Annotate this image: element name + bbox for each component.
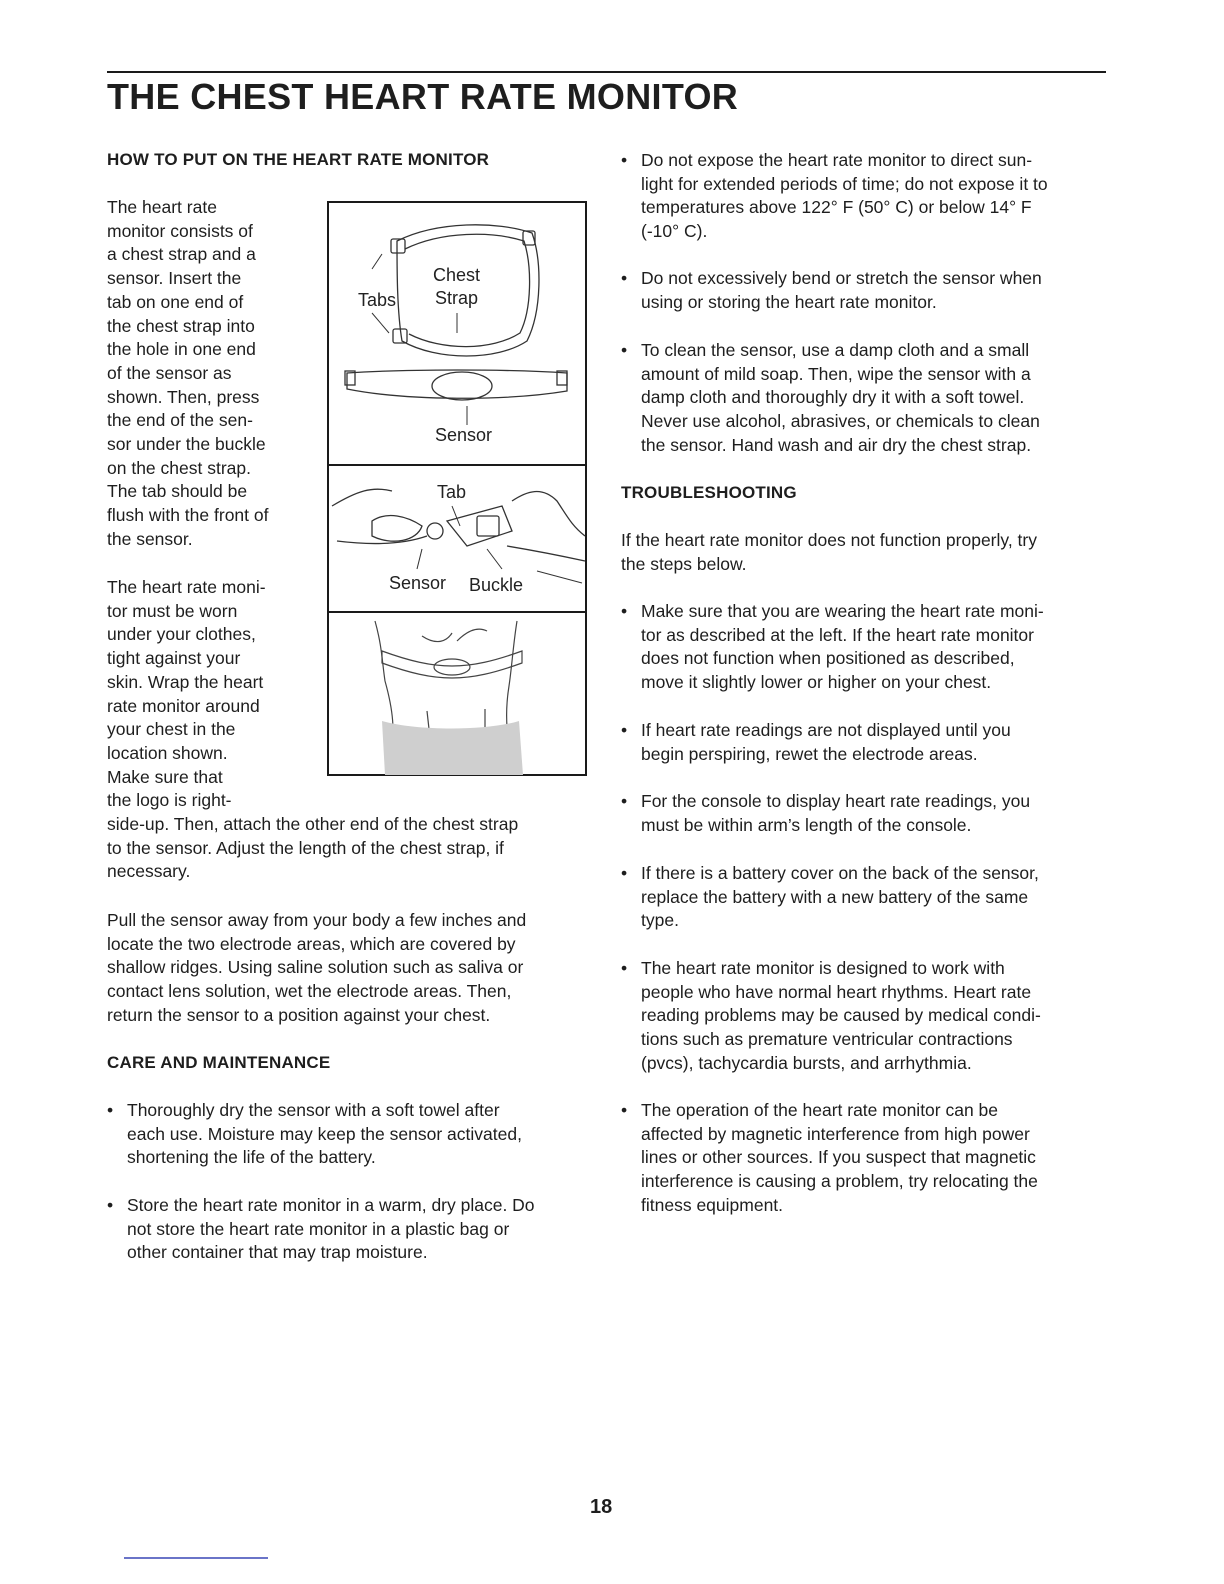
text-line: on the chest strap. [107, 457, 251, 478]
text-line: to the sensor. Adjust the length of the chest strap, if [107, 837, 504, 858]
leader-line [537, 571, 582, 583]
care-bullet-5 [621, 339, 1040, 458]
text-line: shown. Then, press [107, 386, 260, 407]
text-line: The heart rate [107, 197, 217, 217]
text-line: Pull the sensor away from your body a few inches and [107, 910, 527, 930]
text-line: Never use alcohol, abrasives, or chemicals to clean [641, 411, 1040, 432]
figure-svg [327, 201, 587, 776]
text-line: move it slightly lower or higher on your chest. [641, 672, 992, 693]
text-line: return the sensor to a position against your chest. [107, 1004, 491, 1025]
figure-label-tabs: Tabs [358, 290, 397, 310]
text-line: tor as described at the left. If the heart rate monitor [641, 624, 1034, 645]
text-line: fitness equipment. [641, 1194, 784, 1215]
text-line: begin perspiring, rewet the electrode areas. [641, 743, 978, 764]
text-line: The heart rate monitor is designed to work with [641, 958, 1005, 978]
text-line: rate monitor around [107, 695, 260, 716]
text-line: temperatures above 122° F (50° C) or below 14° F [641, 197, 1032, 218]
troubleshooting-bullet-3 [621, 790, 1030, 837]
leader-line [452, 506, 460, 526]
text-line: shortening the life of the battery. [127, 1147, 376, 1168]
text-line: a chest strap and a [107, 244, 256, 265]
text-line: To clean the sensor, use a damp cloth and a small [641, 340, 1030, 360]
text-line: lines or other sources. If you suspect that magnetic [641, 1147, 1036, 1168]
text-line: flush with the front of [107, 505, 269, 526]
text-line: under your clothes, [107, 624, 256, 645]
text-line: contact lens solution, wet the electrode areas. Then, [107, 981, 512, 1002]
care-bullet-3 [621, 149, 1048, 244]
text-line: shallow ridges. Using saline solution such as saliva or [107, 957, 524, 978]
leader-line [372, 313, 389, 333]
text-line: skin. Wrap the heart [107, 671, 264, 692]
put-on-heading: HOW TO PUT ON THE HEART RATE MONITOR [107, 150, 490, 169]
text-line: (-10° C). [641, 221, 708, 242]
troubleshooting-intro [621, 529, 1037, 576]
leader-line [417, 549, 422, 569]
text-line: If the heart rate monitor does not function properly, try [621, 530, 1038, 550]
text-line: tight against your [107, 648, 241, 669]
bullet-icon: • [621, 340, 628, 360]
bullet-icon: • [621, 1100, 628, 1120]
text-line: For the console to display heart rate readings, you [641, 791, 1031, 811]
text-line: Store the heart rate monitor in a warm, dry place. Do [127, 1195, 535, 1215]
bullet-icon: • [621, 791, 628, 811]
text-line: your chest in the [107, 719, 236, 740]
troubleshooting-bullet-1 [621, 600, 1044, 695]
text-line: replace the battery with a new battery of the same [641, 886, 1029, 907]
text-line: light for extended periods of time; do not expose it to [641, 173, 1048, 194]
figure-label-tab: Tab [437, 482, 467, 502]
text-line: If there is a battery cover on the back of the sensor, [641, 863, 1039, 883]
text-line: reading problems may be caused by medical condi- [641, 1005, 1041, 1026]
care-bullet-2 [107, 1194, 535, 1265]
troubleshooting-bullet-5 [621, 957, 1041, 1076]
text-line: tions such as premature ventricular contractions [641, 1029, 1013, 1050]
care-bullet-1 [107, 1099, 522, 1170]
text-line: The tab should be [107, 481, 248, 502]
text-line: the sensor. [107, 528, 193, 549]
text-line: If heart rate readings are not displayed until you [641, 720, 1011, 740]
text-line: must be within arm’s length of the console. [641, 814, 972, 835]
bullet-icon: • [107, 1100, 114, 1120]
text-line: the end of the sen- [107, 410, 253, 431]
troubleshooting-bullet-4 [621, 862, 1039, 933]
page-title: THE CHEST HEART RATE MONITOR [107, 76, 739, 117]
troubleshooting-bullet-2 [621, 719, 1011, 766]
footer-rule [124, 1557, 268, 1559]
text-line: damp cloth and thoroughly dry it with a soft towel. [641, 387, 1025, 408]
put-on-paragraph-3 [107, 909, 526, 1028]
text-line: interference is causing a problem, try relocating the [641, 1171, 1038, 1192]
text-line: location shown. [107, 742, 228, 763]
bullet-icon: • [621, 720, 628, 740]
text-line: locate the two electrode areas, which are covered by [107, 933, 516, 954]
text-line: the chest strap into [107, 315, 255, 336]
text-line: Do not expose the heart rate monitor to direct sun- [641, 150, 1033, 170]
text-line: affected by magnetic interference from high power [641, 1123, 1030, 1144]
text-line: tab on one end of [107, 291, 244, 312]
text-line: necessary. [107, 861, 191, 882]
bullet-icon: • [621, 601, 628, 621]
waistband-shading [382, 721, 523, 775]
text-line: Make sure that you are wearing the heart rate moni- [641, 601, 1044, 621]
bullet-icon: • [621, 268, 628, 288]
care-bullet-4 [621, 267, 1042, 314]
text-line: the logo is right- [107, 790, 232, 811]
leader-line [487, 549, 502, 569]
text-line: Thoroughly dry the sensor with a soft towel after [127, 1100, 500, 1120]
bullet-icon: • [621, 863, 628, 883]
text-line: each use. Moisture may keep the sensor activated, [127, 1123, 522, 1144]
text-line: not store the heart rate monitor in a plastic bag or [127, 1218, 510, 1239]
text-line: sor under the buckle [107, 434, 266, 455]
page-number: 18 [590, 1496, 613, 1518]
text-line: The operation of the heart rate monitor can be [641, 1100, 999, 1120]
text-line: the sensor. Hand wash and air dry the chest strap. [641, 434, 1032, 455]
care-heading: CARE AND MAINTENANCE [107, 1053, 331, 1072]
bullet-icon: • [621, 150, 628, 170]
text-line: monitor consists of [107, 220, 253, 241]
bullet-icon: • [621, 958, 628, 978]
figure-label-sensor-top: Sensor [435, 425, 493, 445]
troubleshooting-heading: TROUBLESHOOTING [621, 483, 797, 502]
text-line: type. [641, 910, 679, 931]
text-line: does not function when positioned as described, [641, 648, 1015, 669]
troubleshooting-bullet-6 [621, 1099, 1038, 1218]
text-line: Do not excessively bend or stretch the sensor when [641, 268, 1042, 288]
figure-label-buckle: Buckle [469, 575, 524, 595]
text-line: Make sure that [107, 766, 223, 787]
text-line: other container that may trap moisture. [127, 1242, 428, 1263]
sensor-drawing [345, 370, 567, 400]
heart-rate-monitor-figure [327, 201, 587, 776]
text-line: tor must be worn [107, 600, 238, 621]
text-line: sensor. Insert the [107, 268, 242, 289]
text-line: using or storing the heart rate monitor. [641, 291, 937, 312]
leader-line [372, 254, 382, 269]
title-rule [107, 71, 1106, 73]
text-line: of the sensor as [107, 362, 232, 383]
bullet-icon: • [107, 1195, 114, 1215]
figure-label-strap: Strap [435, 288, 479, 308]
put-on-paragraph-1 [107, 196, 268, 552]
text-line: side-up. Then, attach the other end of the chest strap [107, 814, 519, 835]
text-line: The heart rate moni- [107, 577, 266, 597]
text-line: (pvcs), tachycardia bursts, and arrhythmia. [641, 1052, 972, 1073]
figure-label-chest: Chest [433, 265, 481, 285]
figure-label-sensor-buckle-left: Sensor [389, 573, 447, 593]
text-line: amount of mild soap. Then, wipe the sensor with a [641, 363, 1031, 384]
text-line: the steps below. [621, 553, 747, 574]
text-line: the hole in one end [107, 339, 256, 360]
text-line: people who have normal heart rhythms. Heart rate [641, 981, 1032, 1002]
